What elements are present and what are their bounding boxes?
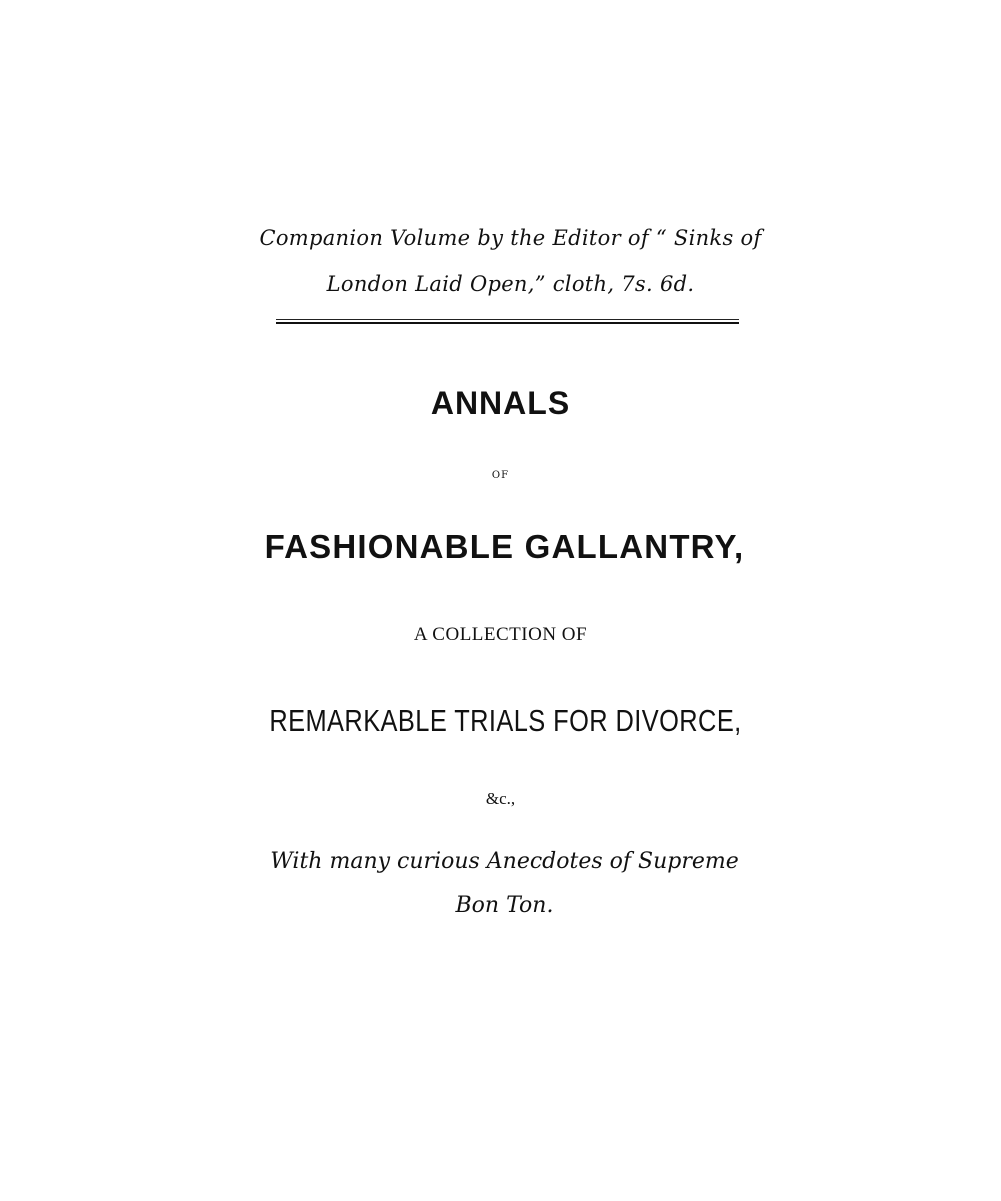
description-line-1: With many curious Anecdotes of Supreme	[270, 849, 739, 874]
collection-line: A COLLECTION OF	[413, 624, 588, 645]
divider-rule-thin	[276, 319, 739, 320]
divider-rule-thick	[276, 322, 739, 324]
etc-line: &c.,	[485, 789, 516, 808]
advertisement-line-1: Companion Volume by the Editor of “ Sinks of	[259, 226, 762, 250]
main-title: ANNALS	[430, 385, 571, 421]
title-connector: OF	[491, 470, 510, 481]
advertisement-line-2: London Laid Open,” cloth, 7s. 6d.	[326, 272, 695, 296]
subtitle: FASHIONABLE GALLANTRY,	[264, 528, 745, 565]
description-line-2: Bon Ton.	[455, 893, 554, 918]
collection-title: REMARKABLE TRIALS FOR DIVORCE,	[269, 703, 742, 738]
